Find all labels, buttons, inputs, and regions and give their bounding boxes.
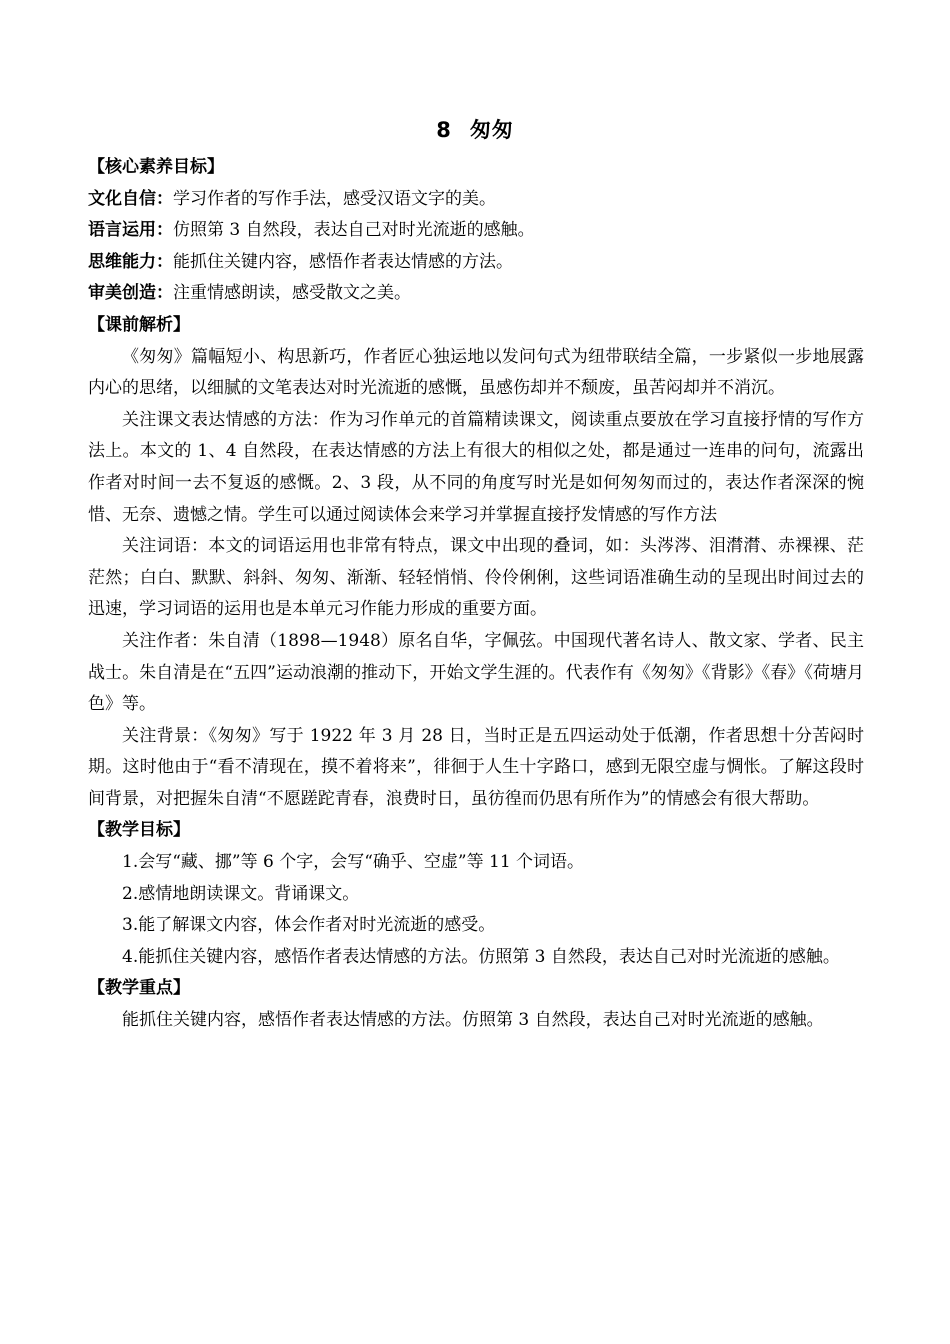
core-goal-item (88, 247, 864, 279)
core-goal-label: 文化自信： (88, 188, 173, 209)
document-body (88, 152, 864, 1037)
analysis-paragraph: 关注作者：朱自清（1898—1948）原名自华，字佩弦。中国现代著名诗人、散文家、学者、民主战士。朱自清是在“五四”运动浪潮的推动下，开始文学生涯的。代表作有《匆匆》《背影》《春》《荷塘月色》等。 (88, 630, 864, 715)
analysis-heading: 【课前解析】 (88, 314, 190, 335)
lesson-number: 8 (436, 118, 452, 142)
core-goals-heading: 【核心素养目标】 (88, 157, 224, 177)
core-goal-text: 能抓住关键内容，感悟作者表达情感的方法。 (173, 251, 513, 272)
teaching-goal-item: 1.会写“藏、挪”等 6 个字，会写“确乎、空虚”等 11 个词语。 (122, 852, 585, 873)
core-goal-label: 语言运用： (88, 220, 173, 241)
core-goal-item (88, 184, 864, 216)
lesson-title: 匆匆 (469, 118, 514, 142)
core-goal-text: 仿照第 3 自然段，表达自己对时光流逝的感触。 (173, 220, 535, 241)
core-goal-item (88, 278, 864, 310)
teaching-goals-heading: 【教学目标】 (88, 820, 190, 841)
analysis-paragraph: 关注课文表达情感的方法：作为习作单元的首篇精读课文，阅读重点要放在学习直接抒情的写作方法上。本文的 1、4 自然段，在表达情感的方法上有很大的相似之处，都是通过一连串的问句，流露出作者对时间一去不复返的感慨。2、3 段，从不同的角度写时光是如何匆匆而过的，表达作者深深的惋惜、无奈、遗憾之情。学生可以通过阅读体会来学习并掌握直接抒发情感的写作方法 (88, 409, 864, 525)
analysis-paragraph: 关注词语：本文的词语运用也非常有特点，课文中出现的叠词，如：头涔涔、泪潸潸、赤裸裸、茫茫然；白白、默默、斜斜、匆匆、渐渐、轻轻悄悄、伶伶俐俐，这些词语准确生动的呈现出时间过去的迅速，学习词语的运用也是本单元习作能力形成的重要方面。 (88, 536, 864, 620)
teaching-goal-item: 4.能抓住关键内容，感悟作者表达情感的方法。仿照第 3 自然段，表达自己对时光流逝的感触。 (122, 946, 840, 967)
teaching-goal-item: 2.感情地朗读课文。背诵课文。 (122, 883, 360, 904)
core-goal-label: 审美创造： (88, 283, 173, 304)
analysis-paragraph: 关注背景：《匆匆》写于 1922 年 3 月 28 日，当时正是五四运动处于低潮，作者思想十分苦闷时期。这时他由于“看不清现在，摸不着将来”，徘徊于人生十字路口，感到无限空虚与惆怅。了解这段时间背景，对把握朱自清“不愿蹉跎青春，浪费时日，虽彷徨而仍思有所作为”的情感会有很大帮助。 (88, 725, 864, 809)
teaching-goal-item: 3.能了解课文内容，体会作者对时光流逝的感受。 (122, 915, 496, 936)
analysis-paragraph: 《匆匆》篇幅短小、构思新巧，作者匠心独运地以发问句式为纽带联结全篇，一步紧似一步地展露内心的思绪，以细腻的文笔表达对时光流逝的感慨，虽感伤却并不颓废，虽苦闷却并不消沉。 (88, 346, 864, 399)
key-points-heading: 【教学重点】 (88, 978, 190, 999)
core-goal-text: 注重情感朗读，感受散文之美。 (173, 283, 411, 304)
core-goal-label: 思维能力： (88, 251, 173, 272)
page-title (0, 114, 950, 144)
key-points-text: 能抓住关键内容，感悟作者表达情感的方法。仿照第 3 自然段，表达自己对时光流逝的感触。 (122, 1010, 824, 1031)
core-goal-text: 学习作者的写作手法，感受汉语文字的美。 (173, 188, 496, 209)
core-goal-item (88, 215, 864, 247)
